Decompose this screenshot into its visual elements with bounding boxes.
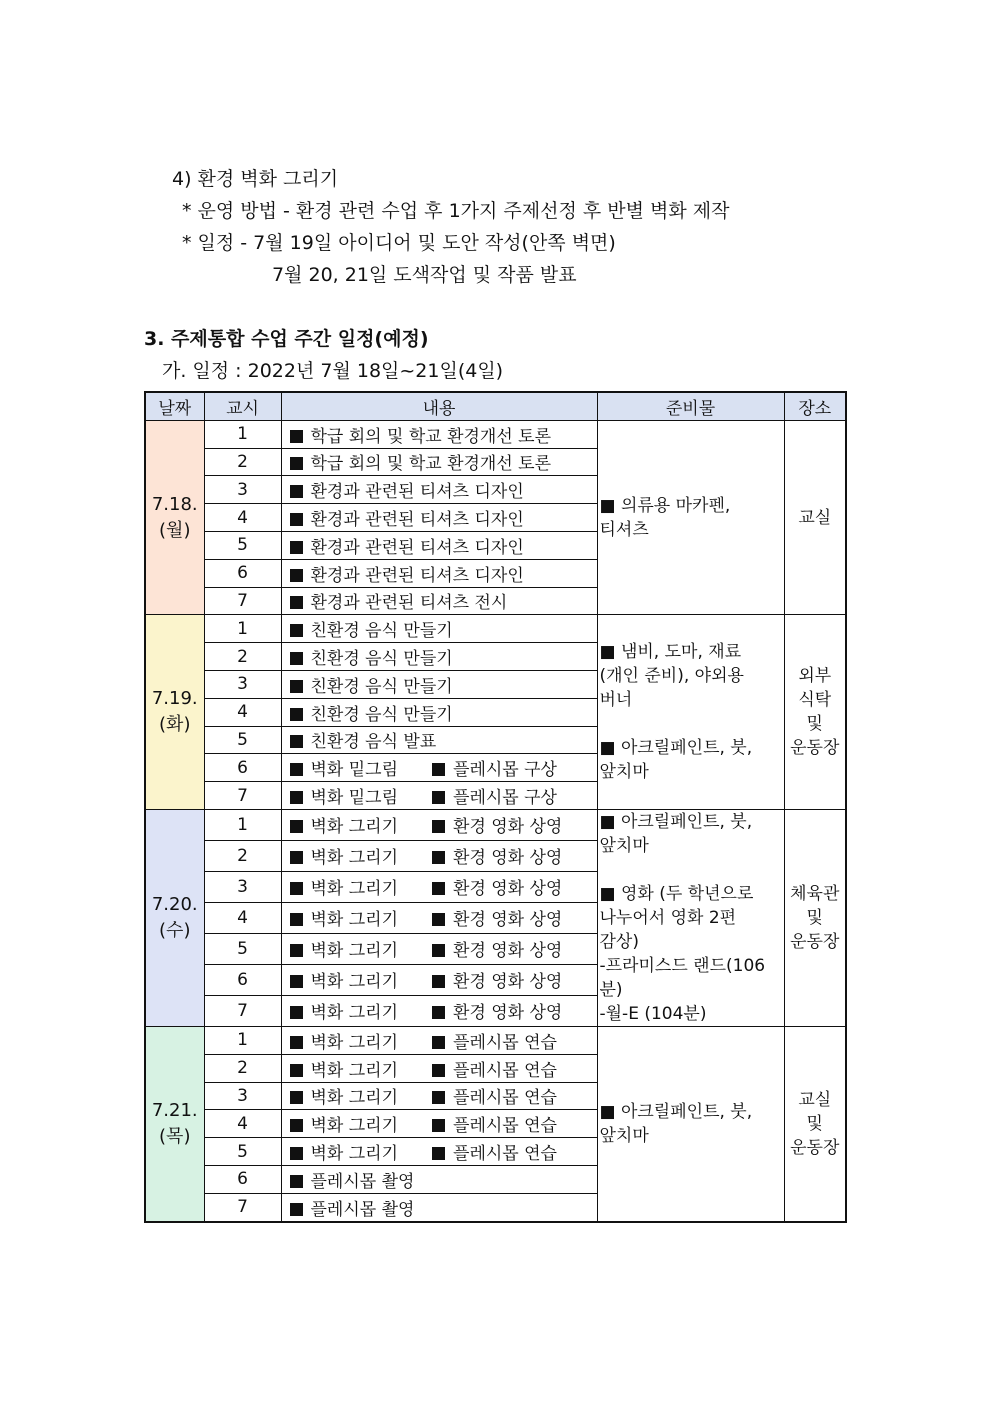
table-row bbox=[145, 615, 846, 643]
supplies-cell: ■ 아크릴페인트, 붓, 앞치마 ■ 영화 (두 학년으로 나누어서 영화 2편 감상) -프라미스드 랜드(106분) -월-E (104분) bbox=[597, 809, 784, 1026]
square-bullet-icon bbox=[290, 791, 303, 804]
period-cell: 5 bbox=[204, 726, 281, 754]
content-cell bbox=[281, 871, 597, 902]
activity-label: 학급 회의 및 학교 환경개선 토론 bbox=[310, 454, 552, 475]
period-cell: 4 bbox=[204, 504, 281, 532]
content-cell bbox=[281, 1054, 597, 1082]
square-bullet-icon bbox=[290, 1147, 303, 1160]
content-cell bbox=[281, 448, 597, 476]
activity-label: 학급 회의 및 학교 환경개선 토론 bbox=[310, 426, 552, 447]
section4-schedule-line1: * 일정 - 7월 19일 아이디어 및 도안 작성(안쪽 벽면) bbox=[182, 232, 616, 254]
period-cell: 4 bbox=[204, 902, 281, 933]
square-bullet-icon bbox=[290, 1203, 303, 1216]
activity-label: 벽화 그리기 bbox=[310, 1116, 399, 1137]
period-cell: 3 bbox=[204, 871, 281, 902]
activity-label: 벽화 그리기 bbox=[310, 848, 399, 869]
period-cell: 1 bbox=[204, 420, 281, 448]
activity-label-secondary: 플레시몹 연습 bbox=[453, 1088, 557, 1109]
activity-label: 벽화 그리기 bbox=[310, 941, 399, 962]
header-date: 날짜 bbox=[145, 392, 204, 420]
section4-schedule-line2: 7월 20, 21일 도색작업 및 작품 발표 bbox=[272, 264, 577, 286]
activity-label: 벽화 그리기 bbox=[310, 879, 399, 900]
square-bullet-icon bbox=[290, 1175, 303, 1188]
square-bullet-icon bbox=[290, 882, 303, 895]
supplies-cell: ■ 냄비, 도마, 재료 (개인 준비), 야외용 버너 ■ 아크릴페인트, 붓, 앞치마 bbox=[597, 615, 784, 810]
content-cell bbox=[281, 809, 597, 840]
activity-label-secondary: 환경 영화 상영 bbox=[453, 910, 563, 931]
activity-label-secondary: 플레시몹 연습 bbox=[453, 1144, 557, 1165]
content-cell bbox=[281, 933, 597, 964]
table-row bbox=[145, 1026, 846, 1054]
square-bullet-icon bbox=[432, 791, 445, 804]
activity-label-secondary: 플레시몹 구상 bbox=[453, 760, 557, 781]
activity-label: 벽화 그리기 bbox=[310, 910, 399, 931]
square-bullet-icon bbox=[290, 1064, 303, 1077]
period-cell: 3 bbox=[204, 670, 281, 698]
square-bullet-icon bbox=[432, 1147, 445, 1160]
square-bullet-icon bbox=[432, 882, 445, 895]
activity-label-secondary: 플레시몹 연습 bbox=[453, 1116, 557, 1137]
activity-label: 친환경 음식 만들기 bbox=[310, 649, 453, 670]
supplies-cell: ■ 아크릴페인트, 붓, 앞치마 bbox=[597, 1026, 784, 1221]
header-place: 장소 bbox=[784, 392, 846, 420]
place-cell: 교실 및 운동장 bbox=[784, 1026, 846, 1221]
supplies-cell: ■ 의류용 마카펜, 티셔츠 bbox=[597, 420, 784, 615]
schedule-table bbox=[144, 391, 847, 1223]
period-cell: 7 bbox=[204, 995, 281, 1026]
content-cell bbox=[281, 995, 597, 1026]
header-content: 내용 bbox=[281, 392, 597, 420]
square-bullet-icon bbox=[290, 763, 303, 776]
square-bullet-icon bbox=[290, 735, 303, 748]
period-cell: 5 bbox=[204, 933, 281, 964]
content-cell bbox=[281, 1138, 597, 1166]
activity-label-secondary: 환경 영화 상영 bbox=[453, 817, 563, 838]
activity-label-secondary: 플레시몹 연습 bbox=[453, 1032, 557, 1053]
content-cell bbox=[281, 698, 597, 726]
square-bullet-icon bbox=[290, 457, 303, 470]
activity-label: 친환경 음식 발표 bbox=[310, 732, 437, 753]
square-bullet-icon bbox=[290, 1036, 303, 1049]
header-period: 교시 bbox=[204, 392, 281, 420]
content-cell bbox=[281, 670, 597, 698]
content-cell bbox=[281, 964, 597, 995]
content-cell bbox=[281, 1026, 597, 1054]
period-cell: 2 bbox=[204, 1054, 281, 1082]
section3-subtitle: 가. 일정 : 2022년 7월 18일~21일(4일) bbox=[162, 360, 504, 382]
square-bullet-icon bbox=[432, 820, 445, 833]
square-bullet-icon bbox=[290, 624, 303, 637]
period-cell: 6 bbox=[204, 964, 281, 995]
activity-label: 벽화 그리기 bbox=[310, 1003, 399, 1024]
square-bullet-icon bbox=[290, 944, 303, 957]
period-cell: 2 bbox=[204, 448, 281, 476]
period-cell: 2 bbox=[204, 643, 281, 671]
square-bullet-icon bbox=[432, 851, 445, 864]
table-row bbox=[145, 809, 846, 840]
place-cell: 체육관 및 운동장 bbox=[784, 809, 846, 1026]
activity-label: 벽화 그리기 bbox=[310, 817, 399, 838]
period-cell: 6 bbox=[204, 754, 281, 782]
content-cell bbox=[281, 587, 597, 615]
content-cell bbox=[281, 559, 597, 587]
section4-title: 4) 환경 벽화 그리기 bbox=[172, 168, 339, 190]
activity-label: 벽화 그리기 bbox=[310, 1060, 399, 1081]
period-cell: 5 bbox=[204, 1138, 281, 1166]
square-bullet-icon bbox=[432, 975, 445, 988]
square-bullet-icon bbox=[290, 430, 303, 443]
header-supplies: 준비물 bbox=[597, 392, 784, 420]
content-cell bbox=[281, 726, 597, 754]
square-bullet-icon bbox=[290, 513, 303, 526]
activity-label: 환경과 관련된 티셔츠 디자인 bbox=[310, 537, 524, 558]
activity-label-secondary: 환경 영화 상영 bbox=[453, 941, 563, 962]
activity-label: 환경과 관련된 티셔츠 디자인 bbox=[310, 482, 524, 503]
place-cell: 외부 식탁 및 운동장 bbox=[784, 615, 846, 810]
square-bullet-icon bbox=[432, 1006, 445, 1019]
square-bullet-icon bbox=[432, 1119, 445, 1132]
activity-label: 친환경 음식 만들기 bbox=[310, 621, 453, 642]
content-cell bbox=[281, 420, 597, 448]
day-date-cell: 7.20. (수) bbox=[145, 809, 204, 1026]
activity-label: 환경과 관련된 티셔츠 전시 bbox=[310, 593, 508, 614]
square-bullet-icon bbox=[290, 975, 303, 988]
day-date-cell: 7.19. (화) bbox=[145, 615, 204, 810]
period-cell: 1 bbox=[204, 809, 281, 840]
activity-label: 벽화 그리기 bbox=[310, 972, 399, 993]
content-cell bbox=[281, 615, 597, 643]
square-bullet-icon bbox=[432, 944, 445, 957]
square-bullet-icon bbox=[290, 820, 303, 833]
square-bullet-icon bbox=[290, 541, 303, 554]
square-bullet-icon bbox=[290, 851, 303, 864]
activity-label-secondary: 환경 영화 상영 bbox=[453, 972, 563, 993]
activity-label-secondary: 환경 영화 상영 bbox=[453, 1003, 563, 1024]
content-cell bbox=[281, 1193, 597, 1221]
activity-label-secondary: 환경 영화 상영 bbox=[453, 879, 563, 900]
content-cell bbox=[281, 531, 597, 559]
content-cell bbox=[281, 902, 597, 933]
day-date-cell: 7.18. (월) bbox=[145, 420, 204, 615]
square-bullet-icon bbox=[290, 1091, 303, 1104]
period-cell: 7 bbox=[204, 587, 281, 615]
day-date-cell: 7.21. (목) bbox=[145, 1026, 204, 1221]
activity-label: 플레시몹 촬영 bbox=[310, 1171, 415, 1192]
square-bullet-icon bbox=[432, 913, 445, 926]
square-bullet-icon bbox=[432, 1064, 445, 1077]
square-bullet-icon bbox=[290, 1119, 303, 1132]
content-cell bbox=[281, 1165, 597, 1193]
activity-label: 환경과 관련된 티셔츠 디자인 bbox=[310, 510, 524, 531]
period-cell: 4 bbox=[204, 698, 281, 726]
section3-title: 3. 주제통합 수업 주간 일정(예정) bbox=[144, 328, 429, 350]
square-bullet-icon bbox=[290, 708, 303, 721]
period-cell: 4 bbox=[204, 1110, 281, 1138]
square-bullet-icon bbox=[432, 763, 445, 776]
square-bullet-icon bbox=[290, 913, 303, 926]
table-header-row bbox=[145, 392, 846, 420]
content-cell bbox=[281, 754, 597, 782]
section4-method: * 운영 방법 - 환경 관련 수업 후 1가지 주제선정 후 반별 벽화 제작 bbox=[182, 200, 730, 222]
activity-label: 친환경 음식 만들기 bbox=[310, 704, 453, 725]
content-cell bbox=[281, 840, 597, 871]
content-cell bbox=[281, 1110, 597, 1138]
activity-label: 친환경 음식 만들기 bbox=[310, 676, 453, 697]
period-cell: 1 bbox=[204, 615, 281, 643]
activity-label: 벽화 밑그림 bbox=[310, 788, 399, 809]
square-bullet-icon bbox=[290, 569, 303, 582]
period-cell: 6 bbox=[204, 1165, 281, 1193]
activity-label: 플레시몹 촬영 bbox=[310, 1199, 415, 1220]
activity-label-secondary: 환경 영화 상영 bbox=[453, 848, 563, 869]
period-cell: 7 bbox=[204, 1193, 281, 1221]
activity-label: 벽화 밑그림 bbox=[310, 760, 399, 781]
square-bullet-icon bbox=[290, 485, 303, 498]
square-bullet-icon bbox=[290, 1006, 303, 1019]
place-cell: 교실 bbox=[784, 420, 846, 615]
content-cell bbox=[281, 504, 597, 532]
square-bullet-icon bbox=[290, 652, 303, 665]
period-cell: 2 bbox=[204, 840, 281, 871]
activity-label-secondary: 플레시몹 연습 bbox=[453, 1060, 557, 1081]
period-cell: 3 bbox=[204, 476, 281, 504]
period-cell: 1 bbox=[204, 1026, 281, 1054]
activity-label: 환경과 관련된 티셔츠 디자인 bbox=[310, 565, 524, 586]
period-cell: 6 bbox=[204, 559, 281, 587]
period-cell: 7 bbox=[204, 782, 281, 810]
content-cell bbox=[281, 476, 597, 504]
square-bullet-icon bbox=[432, 1091, 445, 1104]
content-cell bbox=[281, 1082, 597, 1110]
activity-label: 벽화 그리기 bbox=[310, 1144, 399, 1165]
content-cell bbox=[281, 782, 597, 810]
content-cell bbox=[281, 643, 597, 671]
activity-label: 벽화 그리기 bbox=[310, 1032, 399, 1053]
activity-label: 벽화 그리기 bbox=[310, 1088, 399, 1109]
square-bullet-icon bbox=[290, 680, 303, 693]
square-bullet-icon bbox=[432, 1036, 445, 1049]
period-cell: 3 bbox=[204, 1082, 281, 1110]
activity-label-secondary: 플레시몹 구상 bbox=[453, 788, 557, 809]
square-bullet-icon bbox=[290, 596, 303, 609]
period-cell: 5 bbox=[204, 531, 281, 559]
table-row bbox=[145, 420, 846, 448]
schedule-body bbox=[145, 420, 846, 1221]
